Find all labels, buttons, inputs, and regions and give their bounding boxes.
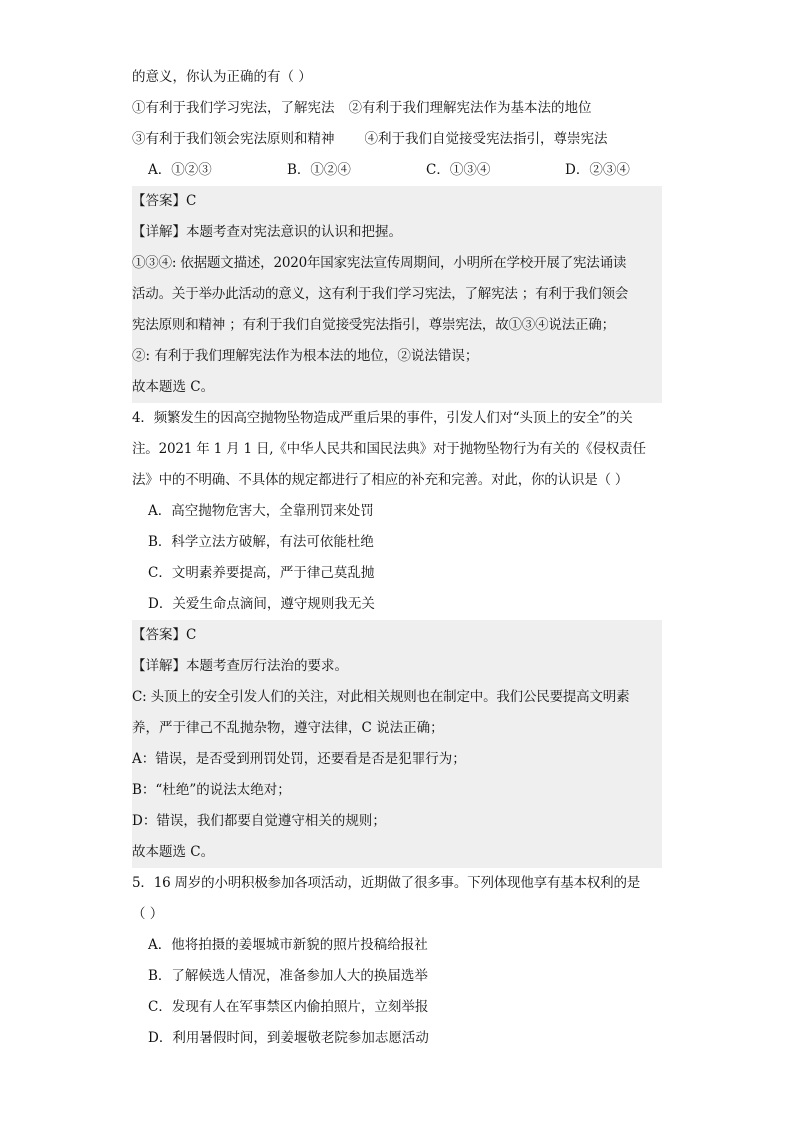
analysis-line: 故本题选 C。 — [132, 844, 215, 860]
statement: ②有利于我们理解宪法作为基本法的地位 — [348, 100, 592, 116]
question-stem: 5．16 周岁的小明积极参加各项活动，近期做了很多事。下列体现他享有基本权利的是 — [132, 875, 641, 891]
statement-row — [132, 93, 662, 124]
answer-label: 【答案】C — [132, 627, 197, 643]
question-stem: （ ） — [132, 906, 164, 922]
question-3 — [132, 62, 662, 403]
analysis-line: 宪法原则和精神 ；有利于我们自觉接受宪法指引，尊崇宪法，故①③④说法正确； — [132, 317, 615, 333]
question-4 — [132, 403, 662, 868]
option-c: C．发现有人在军事禁区内偷拍照片，立刻举报 — [148, 999, 429, 1015]
analysis-line: ①③④: 依据题文描述，2020年国家宪法宣传周期间，小明所在学校开展了宪法诵读 — [132, 255, 627, 271]
option-a: A．高空抛物危害大，全靠刑罚来处罚 — [148, 503, 374, 519]
option-c: C．文明素养要提高，严于律己莫乱抛 — [148, 565, 375, 581]
question-stem: 4．频繁发生的因高空抛物坠物造成严重后果的事件，引发人们对“头顶上的安全”的关 — [132, 410, 633, 426]
question-stem: 注。2021 年 1 月 1 日,《中华人民共和国民法典》对于抛物坠物行为有关的《侵权责任 — [132, 441, 646, 457]
analysis-line: 【详解】本题考查厉行法治的要求。 — [132, 658, 348, 674]
option-row — [132, 155, 662, 186]
statement-row — [132, 124, 662, 155]
analysis-line: D：错误，我们都要自觉遵守相关的规则； — [132, 813, 386, 829]
option-b: B．科学立法方破解，有法可依能杜绝 — [148, 534, 374, 550]
analysis-line: ②: 有利于我们理解宪法作为根本法的地位，②说法错误； — [132, 348, 479, 364]
question-stem: 法》中的不明确、不具体的规定都进行了相应的补充和完善。对此，你的认识是（ ） — [132, 472, 629, 488]
answer-label: 【答案】C — [132, 193, 197, 209]
analysis-line: C: 头顶上的安全引发人们的关注，对此相关规则也在制定中。我们公民要提高文明素 — [132, 689, 630, 705]
analysis-line: 故本题选 C。 — [132, 379, 215, 395]
analysis-line: B：“杜绝”的说法太绝对； — [132, 782, 291, 798]
answer-block — [132, 620, 662, 868]
answer-block — [132, 186, 662, 403]
option-a: A．①②③ — [148, 162, 212, 178]
option-c: C．①③④ — [426, 162, 491, 178]
statement: ①有利于我们学习宪法，了解宪法 — [132, 100, 335, 116]
option-d: D．②③④ — [565, 162, 630, 178]
statement: ③有利于我们领会宪法原则和精神 — [132, 131, 335, 147]
option-d: D．关爱生命点滴间，遵守规则我无关 — [148, 596, 375, 612]
analysis-line: 【详解】本题考查对宪法意识的认识和把握。 — [132, 224, 402, 240]
option-b: B．①②④ — [287, 162, 351, 178]
question-5 — [132, 868, 662, 1054]
analysis-line: A：错误，是否受到刑罚处罚，还要看是否是犯罪行为； — [132, 751, 466, 767]
option-d: D．利用暑假时间，到姜堰敬老院参加志愿活动 — [148, 1030, 429, 1046]
option-b: B．了解候选人情况，准备参加人大的换届选举 — [148, 968, 428, 984]
analysis-line: 养，严于律己不乱抛杂物，遵守法律，C 说法正确； — [132, 720, 444, 736]
question-stem: 的意义，你认为正确的有（ ） — [132, 69, 312, 85]
analysis-line: 活动。关于举办此活动的意义，这有利于我们学习宪法，了解宪法 ；有利于我们领会 — [132, 286, 629, 302]
option-a: A．他将拍摄的姜堰城市新貌的照片投稿给报社 — [148, 937, 428, 953]
document-page — [132, 62, 662, 1054]
statement: ④利于我们自觉接受宪法指引，尊崇宪法 — [364, 131, 608, 147]
